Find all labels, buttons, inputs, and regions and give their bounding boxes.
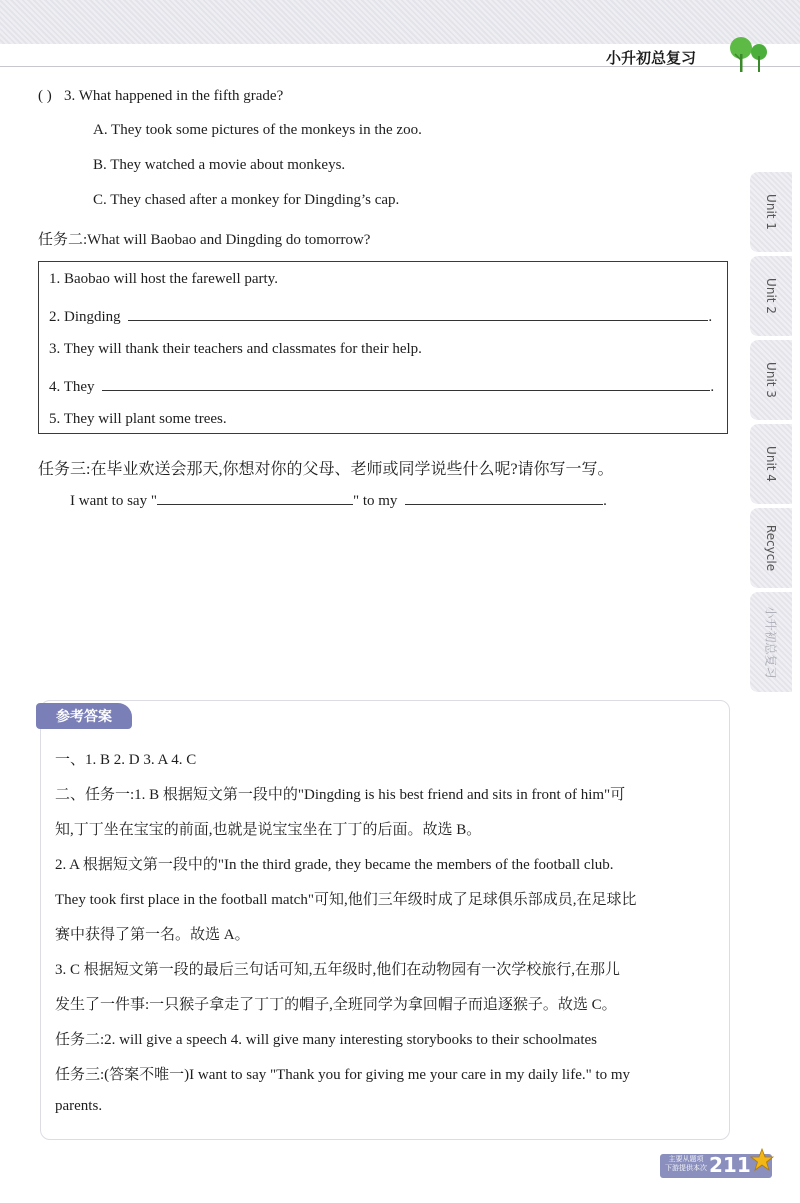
task2-title: 任务二:What will Baobao and Dingding do tomorrow? [38, 232, 371, 248]
side-tab-label: Unit 1 [763, 194, 778, 230]
task3-part1: I want to say " [70, 493, 157, 509]
task2-row-5: 5. They will plant some trees. [49, 411, 227, 427]
side-tab-label: Unit 2 [763, 278, 778, 314]
task2-row-2-label: 2. Dingding [49, 309, 121, 325]
answer-line-8: 发生了一件事:一只猴子拿走了丁丁的帽子,全班同学为拿回帽子而追逐猴子。故选 C。 [55, 997, 617, 1013]
answer-line[interactable] [102, 376, 710, 391]
task3-part2: " to my [352, 493, 398, 509]
task2-row-2 [49, 306, 712, 326]
side-tab-recycle[interactable] [750, 508, 792, 588]
answer-line-6: 赛中获得了第一名。故选 A。 [55, 927, 250, 943]
footer-small-text [665, 1155, 707, 1173]
task3-sentence [70, 490, 607, 510]
answer-line-2: 二、任务一:1. B 根据短文第一段中的"Dingding is his best friend and sits in front of him"可 [55, 787, 626, 803]
period: . [710, 379, 715, 395]
side-tab-label: 小升初总复习 [763, 605, 778, 679]
task2-row-1: 1. Baobao will host the farewell party. [49, 271, 278, 287]
header-title: 小升初总复习 [606, 49, 697, 67]
task3-title: 任务三:在毕业欢送会那天,你想对你的父母、老师或同学说些什么呢?请你写一写。 [38, 461, 614, 478]
answer-line-10: 任务三:(答案不唯一)I want to say "Thank you for giving me your care in my daily life." to my [55, 1067, 631, 1083]
task2-row-3: 3. They will thank their teachers and classmates for their help. [49, 341, 422, 357]
side-tab-unit1[interactable] [750, 172, 792, 252]
answer-line-7: 3. C 根据短文第一段的最后三句话可知,五年级时,他们在动物园有一次学校旅行,在那儿 [55, 962, 621, 978]
answer-line-4: 2. A 根据短文第一段中的"In the third grade, they became the members of the football club. [55, 857, 614, 873]
answer-line-3: 知,丁丁坐在宝宝的前面,也就是说宝宝坐在丁丁的后面。故选 B。 [55, 822, 482, 838]
task2-box [38, 261, 728, 434]
side-tab-review[interactable] [750, 592, 792, 692]
side-tab-unit2[interactable] [750, 256, 792, 336]
side-tab-label: Unit 3 [763, 362, 778, 398]
answer-badge: 参考答案 [36, 703, 132, 729]
answer-line-11: parents. [55, 1098, 103, 1114]
header-band [0, 0, 800, 44]
answer-line[interactable] [128, 306, 708, 321]
task2-row-4 [49, 376, 714, 396]
side-tab-unit3[interactable] [750, 340, 792, 420]
task2-row-4-label: 4. They [49, 379, 95, 395]
period: . [603, 493, 607, 509]
footer-small-line: 主要从题项 [668, 1155, 704, 1163]
answer-line-1: 一、1. B 2. D 3. A 4. C [55, 752, 197, 768]
tree-icon [725, 34, 773, 74]
footer-small-line: 下游提供本次 [665, 1164, 707, 1172]
option-b: B. They watched a movie about monkeys. [93, 157, 346, 173]
question-stem: 3. What happened in the fifth grade? [64, 88, 284, 104]
page-number: 211 [709, 1153, 751, 1177]
answer-line[interactable] [405, 490, 603, 505]
option-c: C. They chased after a monkey for Dingding’s cap. [93, 192, 400, 208]
option-a: A. They took some pictures of the monkeys in the zoo. [93, 122, 422, 138]
side-tab-unit4[interactable] [750, 424, 792, 504]
answer-line[interactable] [157, 490, 353, 505]
period: . [708, 309, 713, 325]
answer-line-5: They took first place in the football match"可知,他们三年级时成了足球俱乐部成员,在足球比 [55, 892, 637, 908]
star-icon [750, 1148, 774, 1172]
side-tab-label: Recycle [764, 524, 779, 572]
answer-line-9: 任务二:2. will give a speech 4. will give many interesting storybooks to their schoolmates [55, 1032, 597, 1048]
side-tab-label: Unit 4 [763, 446, 778, 482]
answer-blank: ( ) [38, 88, 52, 104]
